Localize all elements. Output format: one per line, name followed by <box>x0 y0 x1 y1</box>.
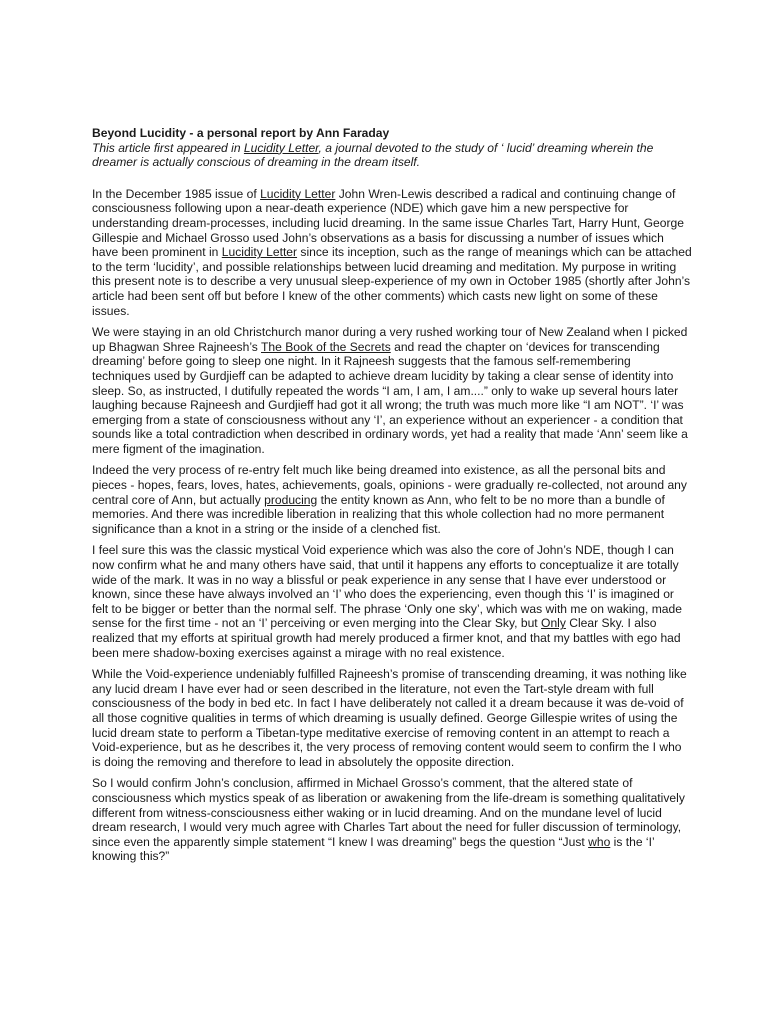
p1-text-c: since its inception, such as the range of meanings which can be attached to the term ‘lucidity’, and possible relationships between lucid dreaming and meditation. My purpose in writing this present note is to describe a very unusual sleep-experience of my own in October 1985 (shortly after John’s article had been sent off but before I knew of the other comments) which casts new light on some of these issues. <box>92 245 692 318</box>
p6-text-b: is the ‘I’ knowing this?” <box>92 834 655 864</box>
paragraph-3 <box>92 463 692 536</box>
p1-journal-name-2: Lucidity Letter <box>221 245 298 260</box>
article-intro <box>92 141 692 170</box>
p6-emphasis-who: who <box>588 834 611 849</box>
p1-text-a: In the December 1985 issue of <box>92 186 261 201</box>
intro-text-after: , a journal devoted to the study of ‘ lucid’ dreaming wherein the dreamer is actually conscious of dreaming in the dream itself. <box>92 140 654 170</box>
article-title: Beyond Lucidity - a personal report by Ann Faraday <box>92 126 390 140</box>
paragraph-5 <box>92 667 692 769</box>
intro-journal-name: Lucidity Letter <box>243 140 319 155</box>
p1-journal-name-1: Lucidity Letter <box>260 186 336 201</box>
p4-emphasis-only: Only <box>541 616 566 631</box>
p4-text-b: Clear Sky. I also realized that my efforts at spiritual growth had merely produced a firmer knot, and that my battles with ego had been mere shadow-boxing exercises against a mirage with no real existence. <box>92 616 681 660</box>
p1-text-b: John Wren-Lewis described a radical and continuing change of consciousness following upon a near-death experience (NDE) which gave him a new perspective for understanding dream-processes, including lucid dreaming. In the same issue Charles Tart, Harry Hunt, George Gillespie and Michael Grosso used John’s observations as a basis for discussing a number of issues which have been prominent in <box>92 186 684 260</box>
paragraph-1 <box>92 187 692 318</box>
p5-text-a: While the Void-experience undeniably fulfilled Rajneesh’s promise of transcending dreaming, it was nothing like any lucid dream I have ever had or seen described in the literature, not even the Tart-style dream with full consciousness of the body in bed etc. In fact I have deliberately not called it a dream because it was de-void of all those cognitive qualities in terms of which dreaming is usually defined. George Gillespie writes of using the lucid dream state to perform a Tibetan-type meditative exercise of removing content in an attempt to reach a Void-experience, but as he describes it, the very process of removing content would seem to confirm the I who is doing the removing and therefore to lead in absolutely the opposite direction. <box>92 667 687 769</box>
p2-text-b: and read the chapter on ‘devices for transcending dreaming’ before going to sleep one night. In it Rajneesh suggests that the famous self-remembering techniques used by Gurdjieff can be adapted to achieve dream lucidity by taking a clear sense of identity into sleep. So, as instructed, I dutifully repeated the words “I am, I am, I am....” only to wake up several hours later laughing because Rajneesh and Gurdjieff had got it all wrong; the truth was much more like “I am NOT”. ‘I’ was emerging from a state of consciousness without any ‘I’, an experience without an experiencer - a condition that sounds like a total contradiction when described in ordinary words, yet had a reality that made ‘Ann’ seem like a mere figment of the imagination. <box>92 339 688 456</box>
p3-text-a: Indeed the very process of re-entry felt much like being dreamed into existence, as all the personal bits and pieces - hopes, fears, loves, hates, achievements, goals, opinions - were gradually re-collected, not around any central core of Ann, but actually <box>92 463 687 507</box>
p6-text-a: So I would confirm John’s conclusion, affirmed in Michael Grosso’s comment, that the altered state of consciousness which mystics speak of as liberation or awakening from the life-dream is something qualitatively different from witness-consciousness either waking or in lucid dreaming. And on the mundane level of lucid dream research, I would very much agree with Charles Tart about the need for fuller discussion of terminology, since even the apparently simple statement “I knew I was dreaming” begs the question “Just <box>92 776 685 849</box>
paragraph-6 <box>92 776 692 864</box>
document-page <box>92 126 692 871</box>
p3-text-b: the entity known as Ann, who felt to be no more than a bundle of memories. And there was incredible liberation in realizing that this whole collection had no more permanent significance than a knot in a string or the inside of a clenched fist. <box>92 492 665 536</box>
p3-emphasis-producing: producing <box>264 492 318 507</box>
p2-book-title: The Book of the Secrets <box>261 339 391 354</box>
p4-text-a: I feel sure this was the classic mystical Void experience which was also the core of John’s NDE, though I can now confirm what he and many others have said, that until it happens any efforts to conceptualize it are totally wide of the mark. It was in no way a blissful or peak experience in any sense that I have ever understood or known, since these have always involved an ‘I’ who does the experiencing, even though this ‘I’ is imagined or felt to be bigger or better than the normal self. The phrase ‘Only one sky’, which was with me on waking, made sense for the first time - not an ‘I’ perceiving or even merging into the Clear Sky, but <box>92 543 682 631</box>
paragraph-2 <box>92 325 692 456</box>
p2-text-a: We were staying in an old Christchurch manor during a very rushed working tour of New Zealand when I picked up Bhagwan Shree Rajneesh’s <box>92 325 688 354</box>
intro-text-before: This article first appeared in <box>92 140 244 155</box>
paragraph-4 <box>92 543 692 660</box>
